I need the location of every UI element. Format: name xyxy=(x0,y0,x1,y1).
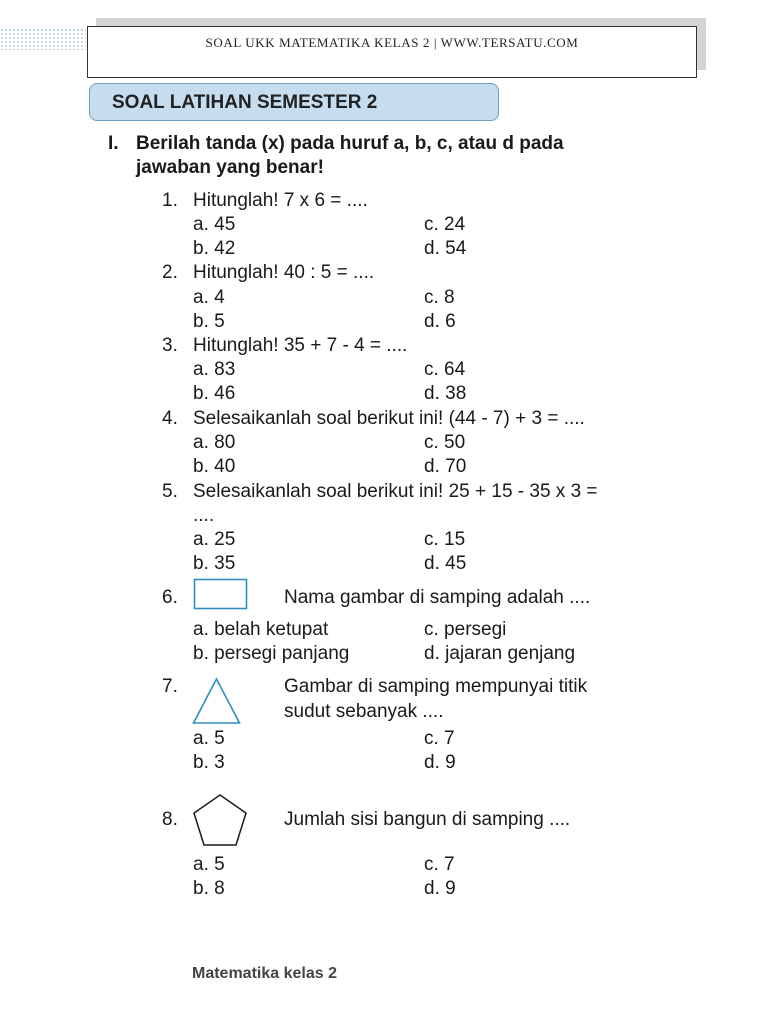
option-c: c. 64 xyxy=(424,359,466,380)
question-text: Jumlah sisi bangun di samping .... xyxy=(284,809,571,830)
rectangle-shape-figure xyxy=(193,578,249,612)
option-c: c. 7 xyxy=(424,854,455,875)
question-text-continued: sudut sebanyak .... xyxy=(284,701,444,722)
question-text-continued: .... xyxy=(193,505,215,526)
decorative-dot-pattern xyxy=(0,28,86,50)
option-a: a. belah ketupat xyxy=(193,619,329,640)
question-text: Gambar di samping mempunyai titik xyxy=(284,676,588,697)
option-b: b. 40 xyxy=(193,456,236,477)
page-header xyxy=(87,26,697,78)
option-d: d. jajaran genjang xyxy=(424,643,576,664)
option-b: b. 3 xyxy=(193,752,225,773)
option-a: a. 4 xyxy=(193,287,225,308)
option-d: d. 70 xyxy=(424,456,467,477)
question-text: Hitunglah! 7 x 6 = .... xyxy=(193,190,368,211)
option-a: a. 83 xyxy=(193,359,236,380)
option-a: a. 80 xyxy=(193,432,236,453)
header-text: SOAL UKK MATEMATIKA KELAS 2 | WWW.TERSATU.COM xyxy=(205,35,579,50)
question-text: Selesaikanlah soal berikut ini! (44 - 7) + 3 = .... xyxy=(193,408,585,429)
question-number: 6. xyxy=(162,587,178,608)
option-a: a. 25 xyxy=(193,529,236,550)
option-b: b. 42 xyxy=(193,238,236,259)
pentagon-shape-figure xyxy=(190,792,250,848)
section-number: I. xyxy=(108,133,119,154)
question-number: 4. xyxy=(162,408,178,429)
option-c: c. 24 xyxy=(424,214,466,235)
option-d: d. 38 xyxy=(424,383,467,404)
option-b: b. 46 xyxy=(193,383,236,404)
question-number: 5. xyxy=(162,481,178,502)
option-a: a. 5 xyxy=(193,854,225,875)
page-title: SOAL LATIHAN SEMESTER 2 xyxy=(112,92,378,113)
question-text: Hitunglah! 35 + 7 - 4 = .... xyxy=(193,335,408,356)
option-d: d. 6 xyxy=(424,311,456,332)
option-d: d. 9 xyxy=(424,752,456,773)
option-b: b. 5 xyxy=(193,311,225,332)
option-d: d. 45 xyxy=(424,553,467,574)
question-number: 2. xyxy=(162,262,178,283)
option-b: b. 35 xyxy=(193,553,236,574)
question-number: 1. xyxy=(162,190,178,211)
option-c: c. 8 xyxy=(424,287,455,308)
option-a: a. 45 xyxy=(193,214,236,235)
option-b: b. persegi panjang xyxy=(193,643,350,664)
option-c: c. 15 xyxy=(424,529,466,550)
option-c: c. persegi xyxy=(424,619,507,640)
option-c: c. 50 xyxy=(424,432,466,453)
instruction-line-1: Berilah tanda (x) pada huruf a, b, c, atau d pada xyxy=(136,133,564,154)
page-footer: Matematika kelas 2 xyxy=(192,965,337,982)
title-banner xyxy=(89,83,499,121)
question-number: 8. xyxy=(162,809,178,830)
question-number: 7. xyxy=(162,676,178,697)
option-a: a. 5 xyxy=(193,728,225,749)
option-c: c. 7 xyxy=(424,728,455,749)
question-text: Hitunglah! 40 : 5 = .... xyxy=(193,262,375,283)
triangle-shape-figure xyxy=(191,676,243,726)
question-number: 3. xyxy=(162,335,178,356)
option-d: d. 54 xyxy=(424,238,467,259)
question-text: Nama gambar di samping adalah .... xyxy=(284,587,591,608)
option-d: d. 9 xyxy=(424,878,456,899)
question-text: Selesaikanlah soal berikut ini! 25 + 15 - 35 x 3 = xyxy=(193,481,598,502)
option-b: b. 8 xyxy=(193,878,225,899)
instruction-line-2: jawaban yang benar! xyxy=(136,157,324,178)
